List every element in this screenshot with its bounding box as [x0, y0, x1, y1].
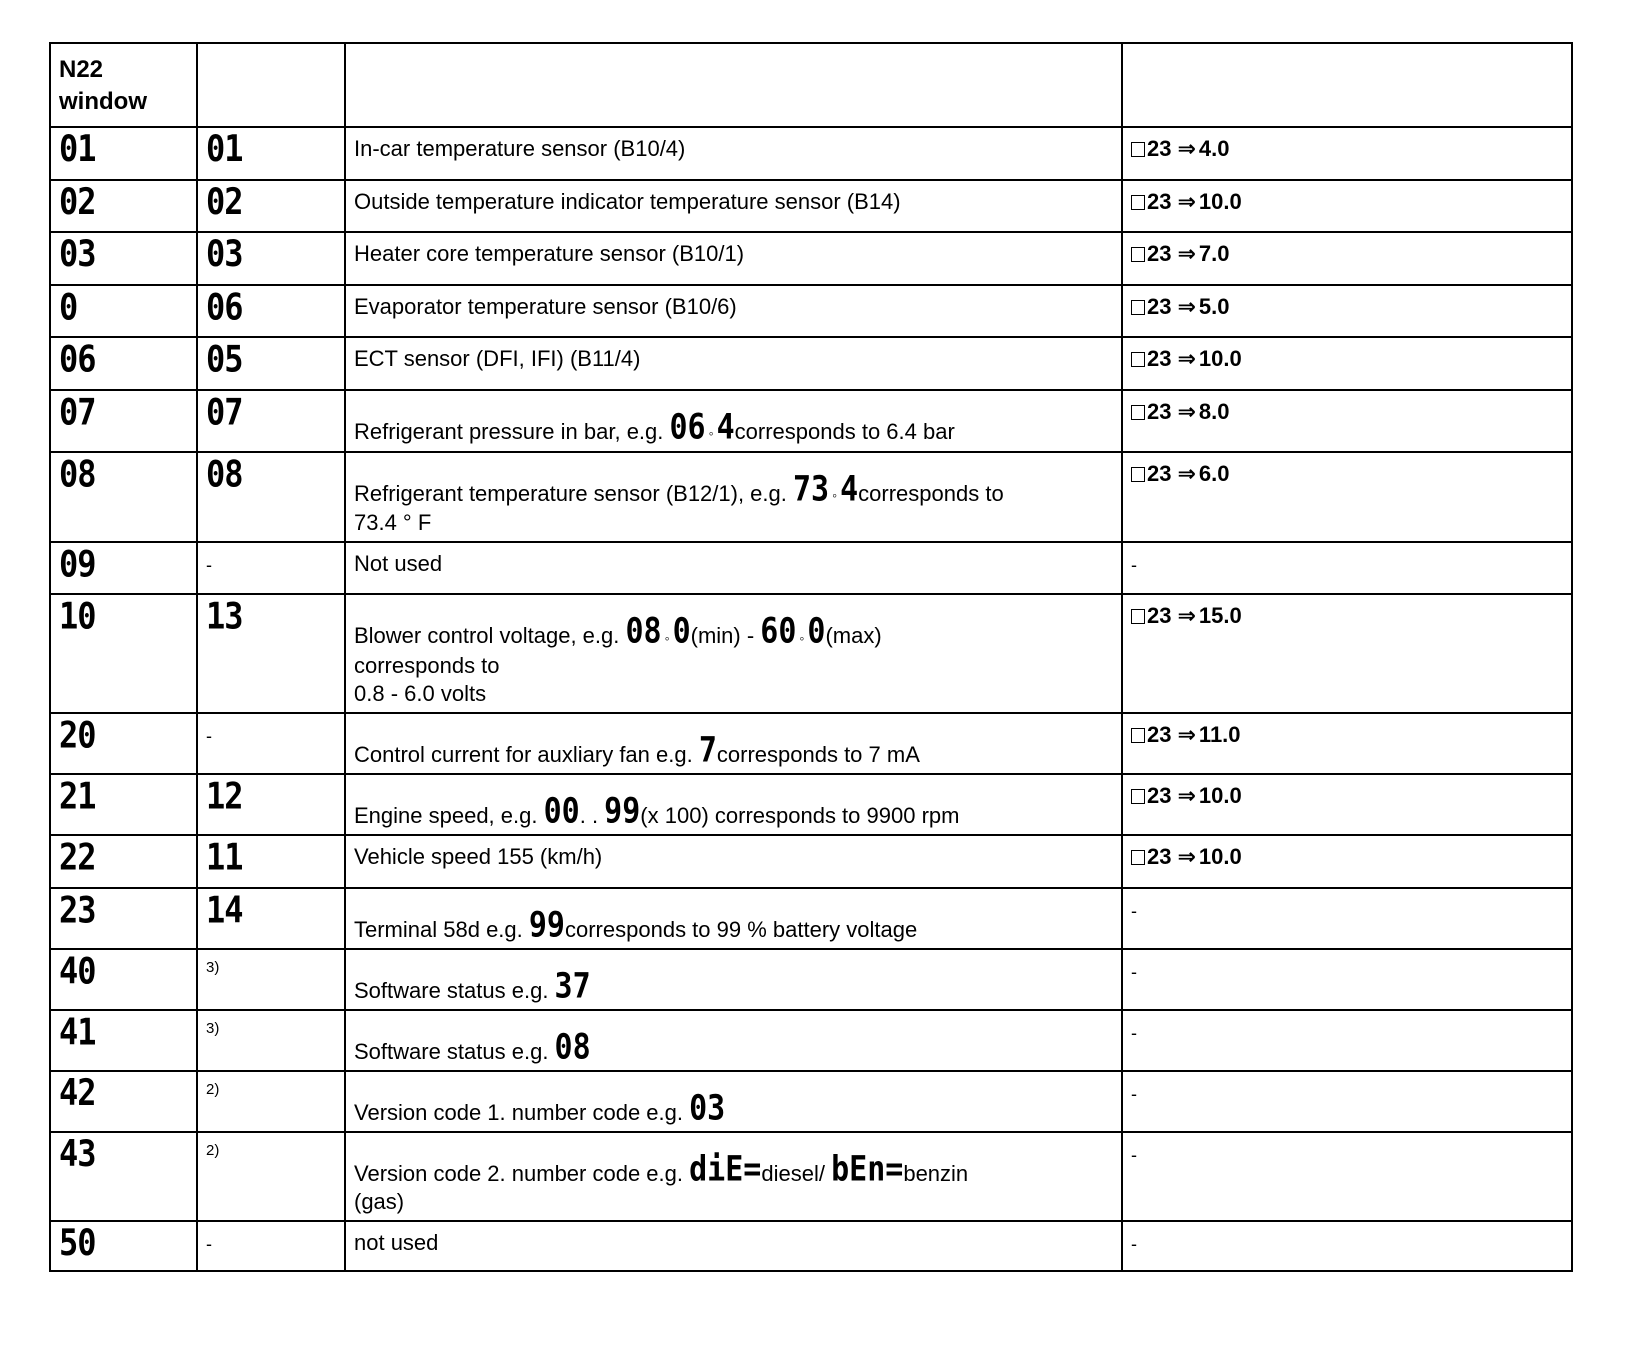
n22-code: 07 [59, 390, 96, 434]
description-text: Not used [354, 551, 443, 577]
table-row [50, 1221, 1572, 1271]
checkbox-icon [1131, 247, 1145, 262]
description-text: corresponds to 99 % battery voltage [565, 916, 918, 942]
header-col4 [1122, 43, 1572, 127]
description-cell [345, 713, 1122, 774]
double-arrow-right-icon: ⇒ [1177, 294, 1196, 319]
checkbox-icon [1131, 728, 1145, 743]
checkbox-icon [1131, 405, 1145, 420]
reference-link[interactable] [1131, 294, 1230, 319]
alt-code: 14 [206, 887, 243, 932]
description-text: Refrigerant pressure in bar, e.g. [354, 419, 670, 444]
n22-code-cell [50, 774, 197, 835]
n22-code-cell [50, 542, 197, 594]
alt-code: 11 [206, 834, 243, 879]
checkbox-icon [1131, 142, 1145, 157]
table-row [50, 835, 1572, 888]
empty-dash: - [206, 725, 212, 746]
lcd-example: 60 [760, 611, 797, 652]
table-row [50, 1010, 1572, 1071]
description-cell [345, 390, 1122, 452]
checkbox-icon [1131, 300, 1145, 315]
description-text: Version code 2. number code e.g. [354, 1160, 690, 1186]
alt-code-cell [197, 774, 345, 835]
description-line: 73.4 ° F [354, 510, 432, 536]
reference-link[interactable] [1131, 399, 1230, 424]
description-cell [345, 1221, 1122, 1271]
alt-code-cell [197, 542, 345, 594]
n22-code: 01 [59, 127, 96, 171]
description-line [354, 904, 1113, 946]
description-cell [345, 180, 1122, 232]
checkbox-icon [1131, 195, 1145, 210]
n22-code-cell [50, 1221, 197, 1271]
lcd-example: 4 [840, 469, 859, 510]
lcd-example: 99 [528, 904, 565, 946]
alt-code-cell [197, 1071, 345, 1132]
description-text: (x 100) corresponds to 9900 rpm [640, 802, 960, 828]
table-row [50, 232, 1572, 285]
alt-code-cell [197, 1132, 345, 1221]
header-row [50, 43, 1572, 127]
reference-cell [1122, 390, 1572, 452]
description-text: corresponds to 6.4 bar [734, 419, 955, 444]
description-line [354, 1087, 1113, 1129]
table-row [50, 594, 1572, 712]
n22-code: 08 [59, 452, 96, 496]
reference-cell [1122, 949, 1572, 1010]
n22-code-cell [50, 127, 197, 180]
description-cell [345, 774, 1122, 835]
description-cell [345, 232, 1122, 285]
description-text: Evaporator temperature sensor (B10/6) [354, 294, 737, 319]
table-row [50, 888, 1572, 949]
description-text: Engine speed, e.g. [354, 802, 544, 828]
reference-link[interactable] [1131, 722, 1241, 747]
alt-code-cell [197, 180, 345, 232]
n22-code: 20 [59, 712, 96, 757]
alt-code-cell [197, 594, 345, 712]
reference-cell [1122, 1010, 1572, 1071]
double-arrow-right-icon: ⇒ [1177, 843, 1196, 869]
description-cell [345, 127, 1122, 180]
alt-code-cell [197, 949, 345, 1010]
reference-cell [1122, 337, 1572, 390]
checkbox-icon [1131, 609, 1145, 624]
reference-cell [1122, 285, 1572, 337]
n22-code-cell [50, 285, 197, 337]
footnote-ref: 3) [206, 1019, 220, 1037]
description-text: In-car temperature sensor (B10/4) [354, 136, 686, 161]
reference-link[interactable] [1131, 136, 1230, 161]
reference-link[interactable] [1131, 603, 1242, 628]
double-arrow-right-icon: ⇒ [1177, 603, 1196, 629]
reference-number: 23 [1147, 843, 1172, 869]
double-arrow-right-icon: ⇒ [1177, 189, 1196, 214]
empty-dash: - [206, 1233, 212, 1254]
n22-code: 09 [59, 542, 96, 586]
n22-code: 0 [59, 285, 78, 329]
reference-target: 7.0 [1198, 241, 1230, 266]
alt-code-cell [197, 1010, 345, 1071]
alt-code: 03 [206, 232, 243, 276]
footnote-ref: 2) [206, 1141, 220, 1159]
description-cell [345, 594, 1122, 712]
reference-link[interactable] [1131, 189, 1242, 214]
lcd-example: 03 [689, 1087, 726, 1129]
empty-dash: - [206, 555, 212, 576]
n22-code-cell [50, 713, 197, 774]
reference-cell [1122, 888, 1572, 949]
n22-code: 42 [59, 1070, 96, 1115]
subscript-text: diesel/ [761, 1160, 832, 1186]
alt-code-cell [197, 888, 345, 949]
description-line [354, 965, 1113, 1007]
header-col2 [197, 43, 345, 127]
description-text: (min) - [690, 623, 761, 649]
empty-dash: - [1131, 555, 1137, 576]
empty-dash: - [1131, 900, 1137, 921]
reference-target: 8.0 [1198, 399, 1230, 424]
reference-target: 4.0 [1198, 136, 1230, 161]
table-row [50, 949, 1572, 1010]
description-line [354, 407, 1113, 448]
description-text: Outside temperature indicator temperature sensor (B14) [354, 189, 901, 214]
n22-code-cell [50, 1132, 197, 1221]
footnote-ref: 3) [206, 958, 220, 976]
alt-code: 08 [206, 452, 243, 496]
n22-code-cell [50, 180, 197, 232]
alt-code: 01 [206, 127, 243, 171]
alt-code: 12 [206, 773, 243, 818]
reference-number: 23 [1147, 603, 1172, 629]
lcd-example: 37 [554, 965, 591, 1007]
n22-code-cell [50, 949, 197, 1010]
double-arrow-right-icon: ⇒ [1177, 346, 1196, 371]
table-row [50, 713, 1572, 774]
lcd-example: 0 [672, 611, 691, 652]
description-cell [345, 452, 1122, 542]
reference-number: 23 [1147, 461, 1172, 487]
description-cell [345, 835, 1122, 888]
description-line: corresponds to [354, 652, 500, 678]
reference-link[interactable] [1131, 241, 1230, 266]
reference-link[interactable] [1131, 783, 1242, 808]
table-row [50, 337, 1572, 390]
lcd-example: 08 [625, 611, 662, 652]
checkbox-icon [1131, 352, 1145, 367]
reference-number: 23 [1147, 136, 1172, 161]
reference-cell [1122, 542, 1572, 594]
n22-code-cell [50, 888, 197, 949]
reference-cell [1122, 835, 1572, 888]
description-line: (gas) [354, 1188, 405, 1214]
lcd-example: 4 [716, 407, 735, 448]
description-cell [345, 1132, 1122, 1221]
table-row [50, 127, 1572, 180]
checkbox-icon [1131, 467, 1145, 482]
n22-code: 43 [59, 1131, 96, 1176]
double-arrow-right-icon: ⇒ [1177, 136, 1196, 161]
description-cell [345, 285, 1122, 337]
decimal-dot: ◦ [708, 425, 714, 442]
n22-code-cell [50, 594, 197, 712]
double-arrow-right-icon: ⇒ [1177, 399, 1196, 424]
reference-target: 11.0 [1198, 721, 1241, 747]
alt-code: 06 [206, 285, 243, 329]
checkbox-icon [1131, 789, 1145, 804]
description-line [354, 729, 1113, 771]
reference-target: 10.0 [1198, 782, 1242, 808]
n22-code-cell [50, 835, 197, 888]
table-row [50, 452, 1572, 542]
description-text: Control current for auxliary fan e.g. [354, 741, 699, 767]
alt-code-cell [197, 127, 345, 180]
n22-code: 02 [59, 180, 96, 224]
decimal-dot: ◦ [799, 629, 805, 646]
description-text: not used [354, 1229, 439, 1255]
checkbox-icon [1131, 850, 1145, 865]
description-text: corresponds to 7 mA [716, 741, 920, 767]
reference-cell [1122, 774, 1572, 835]
lcd-example: diE= [689, 1148, 762, 1190]
reference-number: 23 [1147, 782, 1172, 808]
reference-cell [1122, 180, 1572, 232]
reference-link[interactable] [1131, 461, 1230, 486]
alt-code-cell [197, 232, 345, 285]
alt-code-cell [197, 1221, 345, 1271]
reference-target: 6.0 [1198, 461, 1230, 487]
n22-code: 50 [59, 1220, 96, 1265]
description-text: . . [579, 802, 605, 828]
table-row [50, 542, 1572, 594]
reference-link[interactable] [1131, 346, 1242, 371]
description-cell [345, 337, 1122, 390]
description-text: Vehicle speed 155 (km/h) [354, 843, 603, 869]
reference-number: 23 [1147, 399, 1172, 424]
n22-code: 23 [59, 887, 96, 932]
table-row [50, 774, 1572, 835]
empty-dash: - [1131, 1233, 1137, 1254]
n22-code-cell [50, 1071, 197, 1132]
header-col3 [345, 43, 1122, 127]
empty-dash: - [1131, 1022, 1137, 1043]
reference-cell [1122, 452, 1572, 542]
description-text: Version code 1. number code e.g. [354, 1099, 690, 1125]
alt-code: 07 [206, 390, 243, 434]
description-line [354, 469, 1113, 510]
alt-code: 05 [206, 337, 243, 381]
description-text: (max) [825, 623, 882, 649]
n22-code-cell [50, 232, 197, 285]
lcd-example: 00 [543, 790, 580, 832]
table-row [50, 180, 1572, 232]
alt-code: 13 [206, 594, 243, 638]
alt-code-cell [197, 337, 345, 390]
empty-dash: - [1131, 1144, 1137, 1165]
header-n22-window [50, 43, 197, 127]
double-arrow-right-icon: ⇒ [1177, 241, 1196, 266]
description-text: Heater core temperature sensor (B10/1) [354, 241, 745, 266]
reference-number: 23 [1147, 294, 1172, 319]
description-cell [345, 888, 1122, 949]
reference-link[interactable] [1131, 844, 1242, 869]
description-line [354, 611, 1113, 652]
lcd-example: 73 [793, 469, 830, 510]
table-row [50, 1132, 1572, 1221]
empty-dash: - [1131, 961, 1137, 982]
description-text: Terminal 58d e.g. [354, 916, 529, 942]
table-row [50, 390, 1572, 452]
description-line [354, 1148, 1113, 1190]
n22-code-cell [50, 452, 197, 542]
lcd-example: 0 [807, 611, 826, 652]
reference-target: 10.0 [1198, 346, 1242, 371]
alt-code-cell [197, 285, 345, 337]
lcd-example: 99 [604, 790, 641, 832]
n22-code-cell [50, 390, 197, 452]
table-row [50, 285, 1572, 337]
double-arrow-right-icon: ⇒ [1177, 782, 1196, 808]
reference-cell [1122, 1071, 1572, 1132]
n22-code: 10 [59, 594, 96, 638]
subscript-text: benzin [903, 1160, 969, 1186]
reference-cell [1122, 232, 1572, 285]
double-arrow-right-icon: ⇒ [1177, 721, 1196, 747]
diagnostic-table-wrapper [49, 42, 1571, 1272]
description-line [354, 1026, 1113, 1068]
lcd-example: 08 [554, 1026, 591, 1068]
description-text: Refrigerant temperature sensor (B12/1), e.g. [354, 481, 793, 507]
n22-code: 06 [59, 337, 96, 381]
lcd-example: 7 [698, 729, 717, 771]
double-arrow-right-icon: ⇒ [1177, 461, 1196, 487]
n22-code-cell [50, 337, 197, 390]
description-text: Blower control voltage, e.g. [354, 623, 626, 649]
reference-number: 23 [1147, 721, 1172, 747]
alt-code-cell [197, 452, 345, 542]
reference-number: 23 [1147, 189, 1172, 214]
description-cell [345, 949, 1122, 1010]
reference-number: 23 [1147, 346, 1172, 371]
decimal-dot: ◦ [664, 629, 670, 646]
reference-target: 5.0 [1198, 294, 1230, 319]
decimal-dot: ◦ [832, 487, 838, 504]
description-text: Software status e.g. [354, 977, 555, 1003]
reference-target: 10.0 [1198, 843, 1242, 869]
description-cell [345, 1010, 1122, 1071]
n22-code: 41 [59, 1009, 96, 1054]
alt-code-cell [197, 835, 345, 888]
n22-code-cell [50, 1010, 197, 1071]
alt-code-cell [197, 390, 345, 452]
header-label: N22 window [59, 56, 147, 115]
reference-cell [1122, 1132, 1572, 1221]
n22-code: 21 [59, 773, 96, 818]
n22-code: 22 [59, 834, 96, 879]
footnote-ref: 2) [206, 1080, 220, 1098]
reference-target: 15.0 [1198, 603, 1242, 629]
description-line: 0.8 - 6.0 volts [354, 680, 487, 706]
reference-target: 10.0 [1198, 189, 1242, 214]
empty-dash: - [1131, 1083, 1137, 1104]
n22-code: 40 [59, 948, 96, 993]
reference-cell [1122, 1221, 1572, 1271]
alt-code: 02 [206, 180, 243, 224]
lcd-example: bEn= [831, 1148, 904, 1190]
n22-window-table [49, 42, 1573, 1272]
description-cell [345, 1071, 1122, 1132]
description-cell [345, 542, 1122, 594]
table-row [50, 1071, 1572, 1132]
reference-number: 23 [1147, 241, 1172, 266]
reference-cell [1122, 594, 1572, 712]
description-text: Software status e.g. [354, 1038, 555, 1064]
alt-code-cell [197, 713, 345, 774]
lcd-example: 06 [669, 407, 706, 448]
n22-code: 03 [59, 232, 96, 276]
description-line [354, 790, 1113, 832]
reference-cell [1122, 713, 1572, 774]
description-text: corresponds to [858, 481, 1004, 507]
description-text: ECT sensor (DFI, IFI) (B11/4) [354, 346, 641, 371]
reference-cell [1122, 127, 1572, 180]
